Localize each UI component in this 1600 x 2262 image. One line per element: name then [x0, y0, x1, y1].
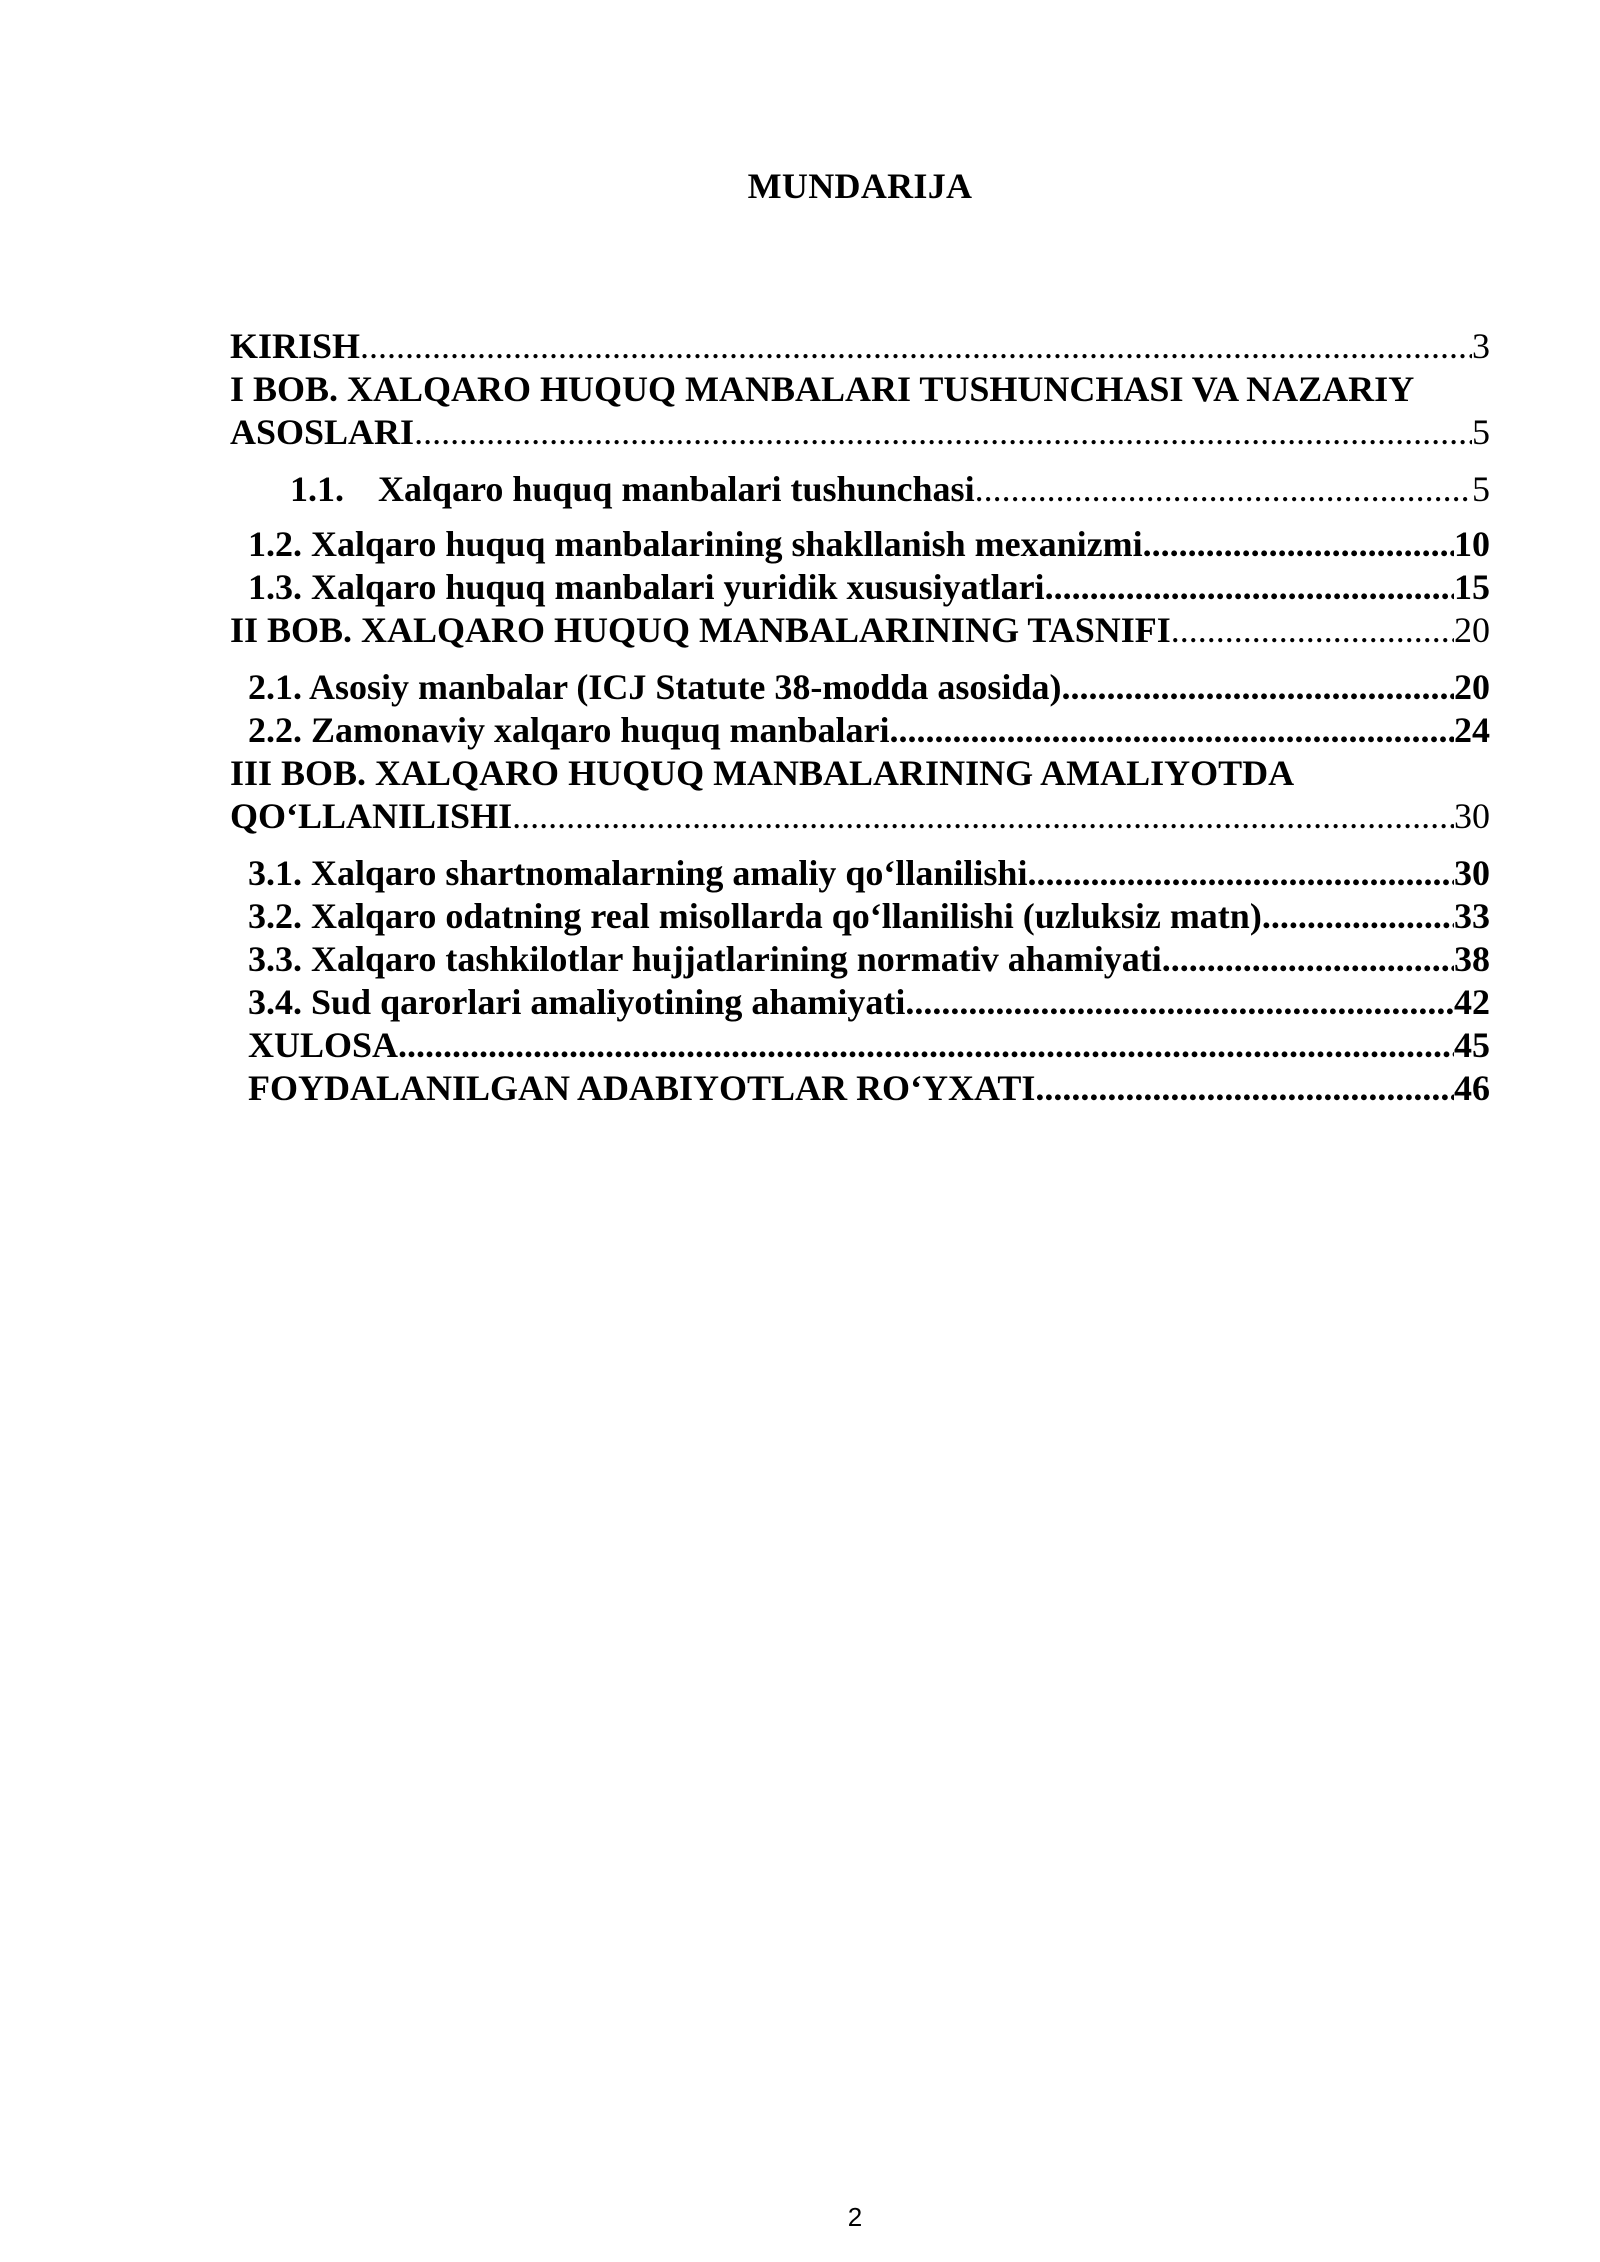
- toc-entry-label-line2: ASOSLARI: [230, 412, 415, 452]
- toc-page-number: 20: [1454, 610, 1490, 650]
- toc-entry-label-line1: I BOB. XALQARO HUQUQ MANBALARI TUSHUNCHASI VA NAZARIY: [230, 369, 1415, 409]
- toc-page-number: 20: [1454, 667, 1490, 707]
- document-title: MUNDARIJA: [747, 166, 973, 206]
- toc-entry-label: 3.1. Xalqaro shartnomalarning amaliy qo‘llanilishi: [248, 853, 1028, 893]
- toc-page-number: 38: [1454, 939, 1490, 979]
- toc-entry-kirish[interactable]: [230, 325, 1490, 368]
- dot-leader: [975, 468, 1472, 511]
- toc-section-number: 1.1.: [290, 469, 344, 509]
- toc-entry-section-3-3[interactable]: [230, 938, 1490, 981]
- toc-entry-label: Xalqaro huquq manbalari tushunchasi: [378, 469, 975, 509]
- toc-page-number: 15: [1454, 567, 1490, 607]
- dot-leader: [512, 795, 1454, 838]
- toc-entry-section-3-1[interactable]: [230, 852, 1490, 895]
- toc-entry-label: FOYDALANILGAN ADABIYOTLAR RO‘YXATI: [248, 1068, 1036, 1108]
- toc-page-number: 10: [1454, 524, 1490, 564]
- toc-entry-section-2-1[interactable]: [230, 666, 1490, 709]
- toc-entry-bibliography[interactable]: [230, 1067, 1490, 1110]
- dot-leader: [890, 709, 1455, 752]
- toc-entry-label: 3.3. Xalqaro tashkilotlar hujjatlarining normativ ahamiyati: [248, 939, 1162, 979]
- toc-page-number: 30: [1454, 853, 1490, 893]
- dot-leader: [1045, 566, 1454, 609]
- dot-leader: [905, 981, 1454, 1024]
- toc-entry-label-line1: III BOB. XALQARO HUQUQ MANBALARINING AMALIYOTDA: [230, 753, 1295, 793]
- toc-entry-section-3-4[interactable]: [230, 981, 1490, 1024]
- toc-entry-label: 3.2. Xalqaro odatning real misollarda qo‘llanilishi (uzluksiz matn): [248, 896, 1262, 936]
- toc-page-number: 5: [1472, 412, 1490, 452]
- toc-entry-label: 2.1. Asosiy manbalar (ICJ Statute 38-modda asosida): [248, 667, 1062, 707]
- toc-page-number: 46: [1454, 1068, 1490, 1108]
- toc-entry-label: 1.2. Xalqaro huquq manbalarining shakllanish mexanizmi: [248, 524, 1143, 564]
- toc-page-number: 5: [1472, 469, 1490, 509]
- toc-entry-section-2-2[interactable]: [230, 709, 1490, 752]
- dot-leader: [1027, 852, 1454, 895]
- toc-entry-label: XULOSA: [248, 1025, 399, 1065]
- toc-entry-section-1-1[interactable]: [230, 468, 1490, 511]
- toc-entry-section-1-2[interactable]: [230, 523, 1490, 566]
- toc-page-number: 3: [1472, 326, 1490, 366]
- toc-page-number: 33: [1454, 896, 1490, 936]
- toc-entry-label: II BOB. XALQARO HUQUQ MANBALARINING TASNIFI: [230, 610, 1171, 650]
- table-of-contents: [230, 325, 1490, 1110]
- dot-leader: [1143, 523, 1454, 566]
- dot-leader: [1171, 609, 1454, 652]
- toc-entry-label-line2: QO‘LLANILISHI: [230, 796, 513, 836]
- toc-entry-xulosa[interactable]: [230, 1024, 1490, 1067]
- toc-entry-chapter-3[interactable]: [230, 752, 1490, 838]
- dot-leader: [1035, 1067, 1454, 1110]
- dot-leader: [360, 325, 1472, 368]
- dot-leader: [1262, 895, 1454, 938]
- toc-entry-section-1-3[interactable]: [230, 566, 1490, 609]
- dot-leader: [398, 1024, 1454, 1067]
- toc-entry-label: 1.3. Xalqaro huquq manbalari yuridik xususiyatlari: [248, 567, 1045, 607]
- dot-leader: [1061, 666, 1454, 709]
- toc-page-number: 30: [1454, 796, 1490, 836]
- toc-page-number: 45: [1454, 1025, 1490, 1065]
- toc-entry-label: 2.2. Zamonaviy xalqaro huquq manbalari: [248, 710, 890, 750]
- toc-entry-label: 3.4. Sud qarorlari amaliyotining ahamiyati: [248, 982, 906, 1022]
- page-number: 2: [847, 2202, 863, 2232]
- toc-entry-section-3-2[interactable]: [230, 895, 1490, 938]
- toc-entry-chapter-2[interactable]: [230, 609, 1490, 652]
- toc-entry-chapter-1[interactable]: [230, 368, 1490, 454]
- toc-page-number: 42: [1454, 982, 1490, 1022]
- dot-leader: [414, 411, 1472, 454]
- toc-entry-label: KIRISH: [230, 326, 361, 366]
- dot-leader: [1162, 938, 1454, 981]
- toc-page-number: 24: [1454, 710, 1490, 750]
